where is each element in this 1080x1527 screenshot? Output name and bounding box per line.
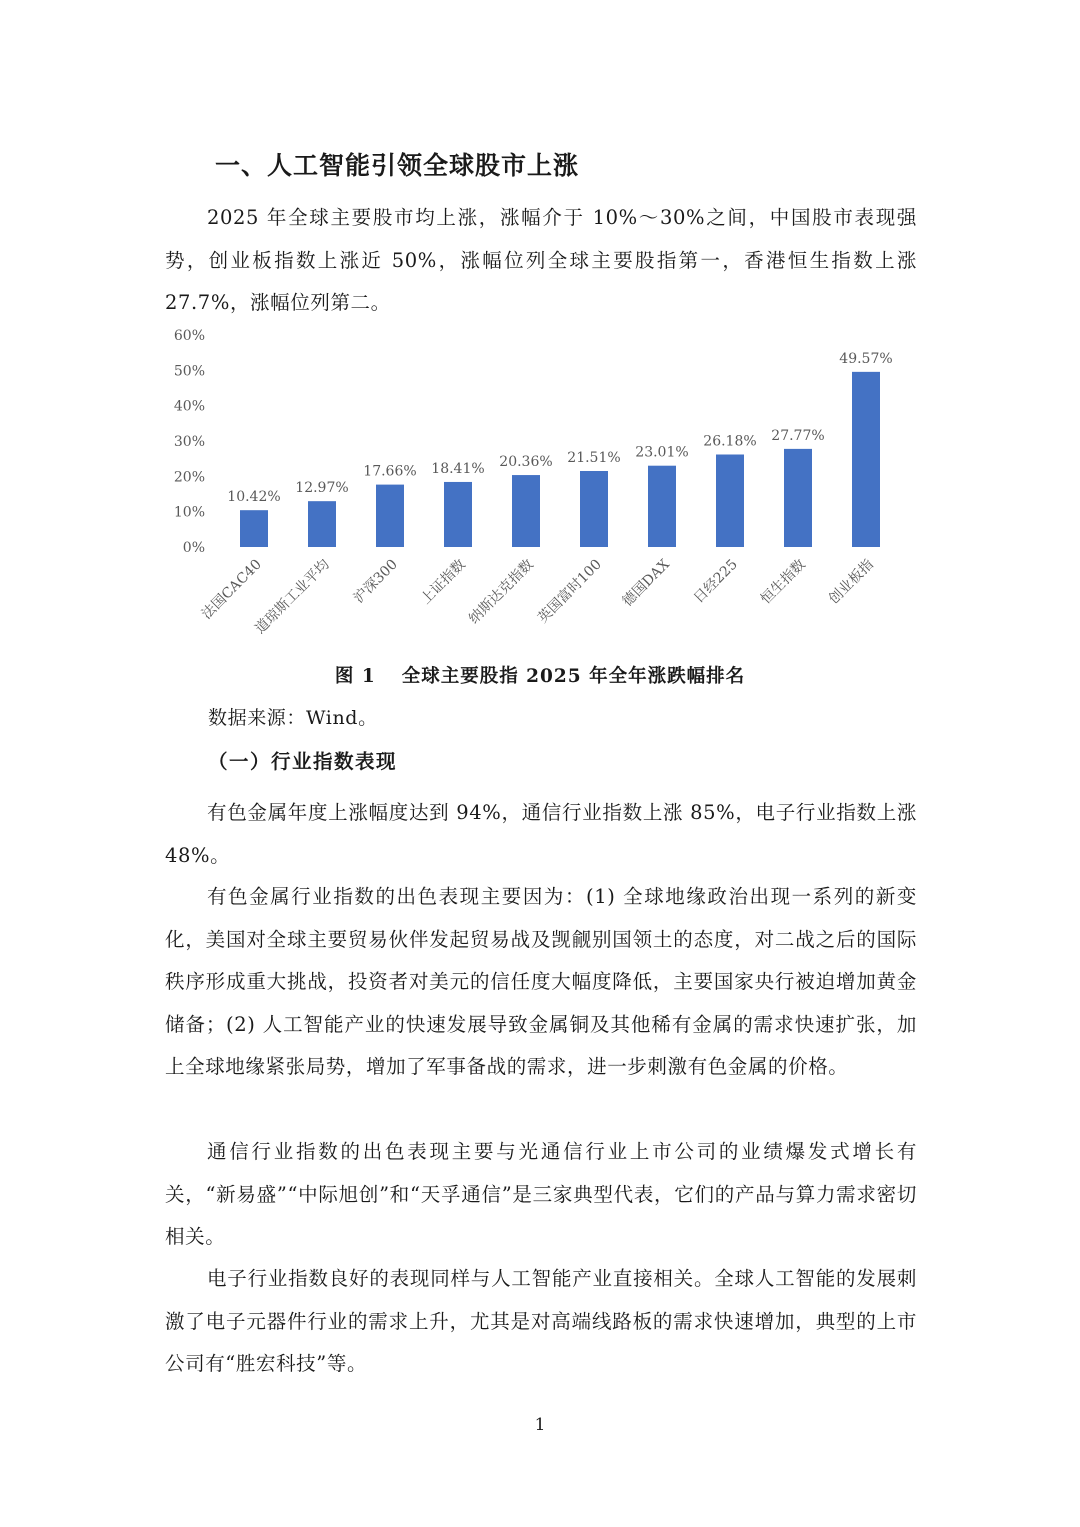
data-label: 49.57%	[839, 350, 893, 367]
bar	[512, 475, 540, 547]
paragraph-nonferrous-metals: 有色金属行业指数的出色表现主要因为：(1) 全球地缘政治出现一系列的新变化，美国对全球主要贸易伙伴发起贸易战及觊觎别国领土的态度，对二战之后的国际秩序形成重大挑战，投资者对美元的信任度大幅度降低，主要国家央行被迫增加黄金储备；(2) 人工智能产业的快速发展导致金属铜及其他稀有金属的需求快速扩张，加上全球地缘紧张局势，增加了军事备战的需求，进一步刺激有色金属的价格。	[165, 885, 917, 1078]
bar	[852, 372, 880, 547]
x-tick-label: 沪深300	[350, 556, 401, 607]
data-label: 17.66%	[363, 463, 417, 480]
x-tick-label: 恒生指数	[757, 556, 809, 608]
bar	[240, 510, 268, 547]
y-tick-label: 0%	[182, 540, 205, 556]
data-label: 21.51%	[567, 449, 621, 466]
bar	[376, 485, 404, 547]
bar	[580, 471, 608, 547]
paragraph-telecom: 通信行业指数的出色表现主要与光通信行业上市公司的业绩爆发式增长有关，“新易盛”“中际旭创”和“天孚通信”是三家典型代表，它们的产品与算力需求密切相关。	[165, 1140, 917, 1248]
x-tick-label: 德国DAX	[619, 556, 673, 610]
y-tick-label: 50%	[173, 363, 205, 380]
bar-chart-svg	[160, 320, 920, 660]
paragraph-electronics: 电子行业指数良好的表现同样与人工智能产业直接相关。全球人工智能的发展刺激了电子元器件行业的需求上升，尤其是对高端线路板的需求快速增加，典型的上市公司有“胜宏科技”等。	[165, 1267, 917, 1375]
x-tick-label: 英国富时100	[535, 556, 605, 627]
paragraph-intro: 2025 年全球主要股市均上涨，涨幅介于 10%～30%之间，中国股市表现强势，创业板指数上涨近 50%，涨幅位列全球主要股指第一，香港恒生指数上涨 27.7%，涨幅位列第二。	[165, 206, 917, 314]
data-source: 数据来源：Wind。	[208, 707, 378, 729]
bar	[716, 454, 744, 547]
y-tick-label: 60%	[173, 328, 205, 344]
data-label: 18.41%	[431, 460, 485, 477]
data-label: 10.42%	[227, 489, 281, 506]
figure-number: 图 1	[334, 666, 376, 687]
x-tick-label: 道琼斯工业平均	[252, 556, 333, 638]
section-title: 一、人工智能引领全球股市上涨	[215, 151, 580, 180]
y-tick-label: 40%	[173, 398, 205, 415]
data-label: 27.77%	[771, 427, 825, 444]
data-label: 26.18%	[703, 433, 757, 450]
x-tick-label: 创业板指	[825, 556, 877, 608]
figure-title: 全球主要股指 2025 年全年涨跌幅排名	[401, 666, 746, 687]
x-tick-label: 日经225	[690, 556, 741, 607]
x-tick-label: 上证指数	[417, 556, 469, 608]
page-number: 1	[534, 1415, 546, 1435]
y-tick-label: 30%	[173, 434, 205, 450]
figure-caption	[0, 662, 1080, 688]
data-label: 23.01%	[635, 444, 689, 461]
x-tick-label: 纳斯达克指数	[466, 556, 537, 628]
data-label: 12.97%	[295, 480, 349, 497]
subsection-title: （一）行业指数表现	[208, 750, 398, 773]
bar	[648, 466, 676, 547]
bar	[308, 501, 336, 547]
bar	[784, 449, 812, 547]
y-tick-label: 20%	[173, 469, 205, 486]
paragraph-industry-summary: 有色金属年度上涨幅度达到 94%，通信行业指数上涨 85%，电子行业指数上涨 48%。	[165, 801, 917, 867]
y-tick-label: 10%	[173, 504, 205, 521]
bar-chart	[160, 320, 920, 660]
data-label: 20.36%	[499, 454, 553, 471]
x-tick-label: 法国CAC40	[198, 556, 265, 623]
bar	[444, 482, 472, 547]
